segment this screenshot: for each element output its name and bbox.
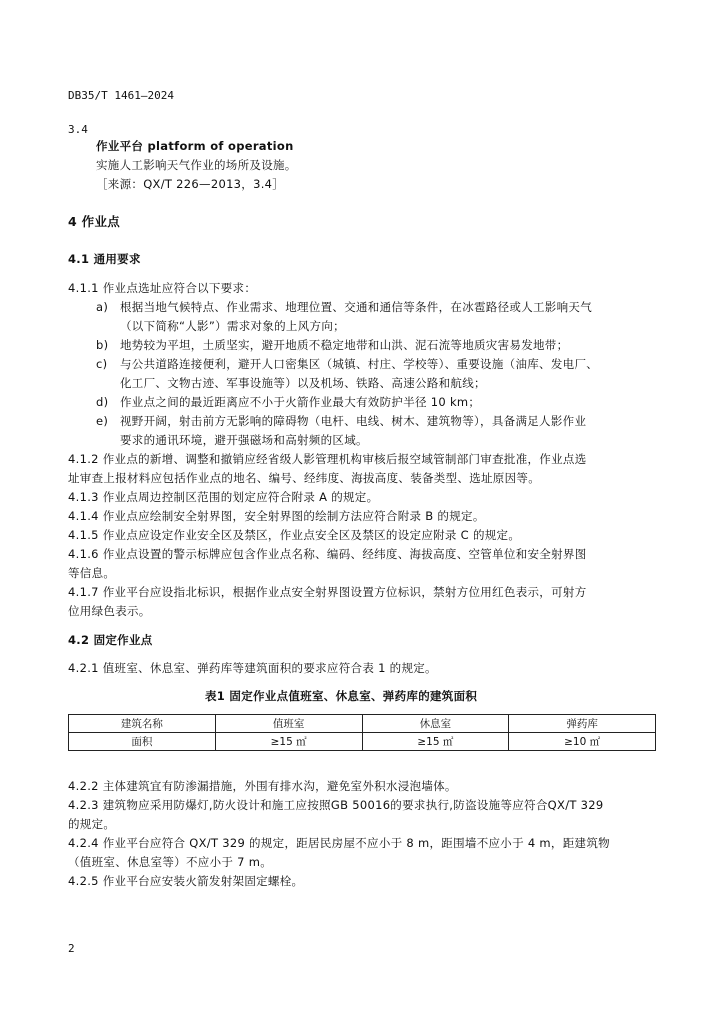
section-title: 4.2 固定作业点 (68, 633, 153, 647)
term-definition: 实施人工影响天气作业的场所及设施。 (96, 158, 297, 172)
clause-text: 4.1.3 作业点周边控制区范围的划定应符合附录 A 的规定。 (68, 490, 379, 504)
list-item-line: 与公共道路连接便利，避开人口密集区（城镇、村庄、学校等）、重要设施（油库、发电厂、 (120, 357, 599, 371)
clause-text: 4.2.5 作业平台应安装火箭发射架固定螺栓。 (68, 874, 304, 888)
chapter-title: 4 作业点 (68, 214, 121, 229)
table-caption: 表1 固定作业点值班室、休息室、弹药库的建筑面积 (205, 689, 478, 703)
table-cell: 面积 (69, 733, 216, 751)
list-marker: d) (96, 395, 109, 409)
clause-text: 4.2.2 主体建筑宜有防渗漏措施，外围有排水沟，避免室外积水浸泡墙体。 (68, 779, 457, 793)
table-cell: ≥15 ㎡ (362, 733, 509, 751)
clause-text: 址审查上报材料应包括作业点的地名、编号、经纬度、海拔高度、装备类型、选址原因等。 (68, 471, 540, 485)
page-number: 2 (68, 942, 75, 955)
table-header-cell: 弹药库 (509, 715, 656, 733)
table-header-cell: 建筑名称 (69, 715, 216, 733)
list-marker: c) (96, 357, 108, 371)
clause-text: 等信息。 (68, 566, 116, 580)
list-item-line: 地势较为平坦，土质坚实，避开地质不稳定地带和山洪、泥石流等地质灾害易发地带； (120, 338, 569, 352)
clause-text: 的规定。 (68, 817, 116, 831)
clause-text: 4.2.3 建筑物应采用防爆灯,防火设计和施工应按照GB 50016的要求执行,防盗设施等应符合QX/T 329 (68, 798, 604, 812)
table-row (69, 733, 656, 751)
list-marker: a) (96, 300, 109, 314)
list-item-line: （以下简称“人影”）需求对象的上风方向； (120, 319, 345, 333)
table-cell: ≥15 ㎡ (215, 733, 362, 751)
term-source: ［来源：QX/T 226—2013，3.4］ (96, 177, 285, 191)
list-item-line: 根据当地气候特点、作业需求、地理位置、交通和通信等条件，在冰雹路径或人工影响天气 (120, 300, 592, 314)
clause-text: 4.1.2 作业点的新增、调整和撤销应经省级人影管理机构审核后报空域管制部门审查批准，作业点选 (68, 452, 587, 466)
list-item-line: 视野开阔，射击前方无影响的障碍物（电杆、电线、树木、建筑物等），具备满足人影作业 (120, 414, 587, 428)
clause-text: 4.2.1 值班室、休息室、弹药库等建筑面积的要求应符合表 1 的规定。 (68, 661, 437, 675)
clause-text: 4.1.5 作业点应设定作业安全区及禁区，作业点安全区及禁区的设定应附录 C 的规定。 (68, 528, 521, 542)
list-marker: e) (96, 414, 109, 428)
clause-text: 4.1.7 作业平台应设指北标识，根据作业点安全射界图设置方位标识，禁射方位用红色表示，可射方 (68, 585, 587, 599)
area-table (68, 714, 656, 751)
clause-text: （值班室、休息室等）不应小于 7 m。 (68, 855, 273, 869)
doc-code: DB35/T 1461—2024 (68, 89, 174, 102)
list-item-line: 作业点之间的最近距离应不小于火箭作业最大有效防护半径 10 km； (120, 395, 481, 409)
clause-lead: 4.1.1 作业点选址应符合以下要求： (68, 281, 257, 295)
section-title: 4.1 通用要求 (68, 252, 141, 266)
table-header-cell: 休息室 (362, 715, 509, 733)
list-item-line: 化工厂、文物古迹、军事设施等）以及机场、铁路、高速公路和航线； (120, 376, 486, 390)
clause-text: 4.2.4 作业平台应符合 QX/T 329 的规定，距居民房屋不应小于 8 m，距围墙不应小于 4 m，距建筑物 (68, 836, 610, 850)
table-cell: ≥10 ㎡ (509, 733, 656, 751)
list-marker: b) (96, 338, 109, 352)
clause-text: 4.1.6 作业点设置的警示标牌应包含作业点名称、编码、经纬度、海拔高度、空管单位和安全射界图 (68, 547, 587, 561)
table-header-cell: 值班室 (215, 715, 362, 733)
list-item-line: 要求的通讯环境，避开强磁场和高射频的区域。 (120, 433, 368, 447)
clause-text: 位用绿色表示。 (68, 604, 151, 618)
table-header-row (69, 715, 656, 733)
term-title: 作业平台 platform of operation (96, 139, 294, 153)
clause-text: 4.1.4 作业点应绘制安全射界图，安全射界图的绘制方法应符合附录 B 的规定。 (68, 509, 485, 523)
clause-number: 3.4 (68, 123, 88, 136)
